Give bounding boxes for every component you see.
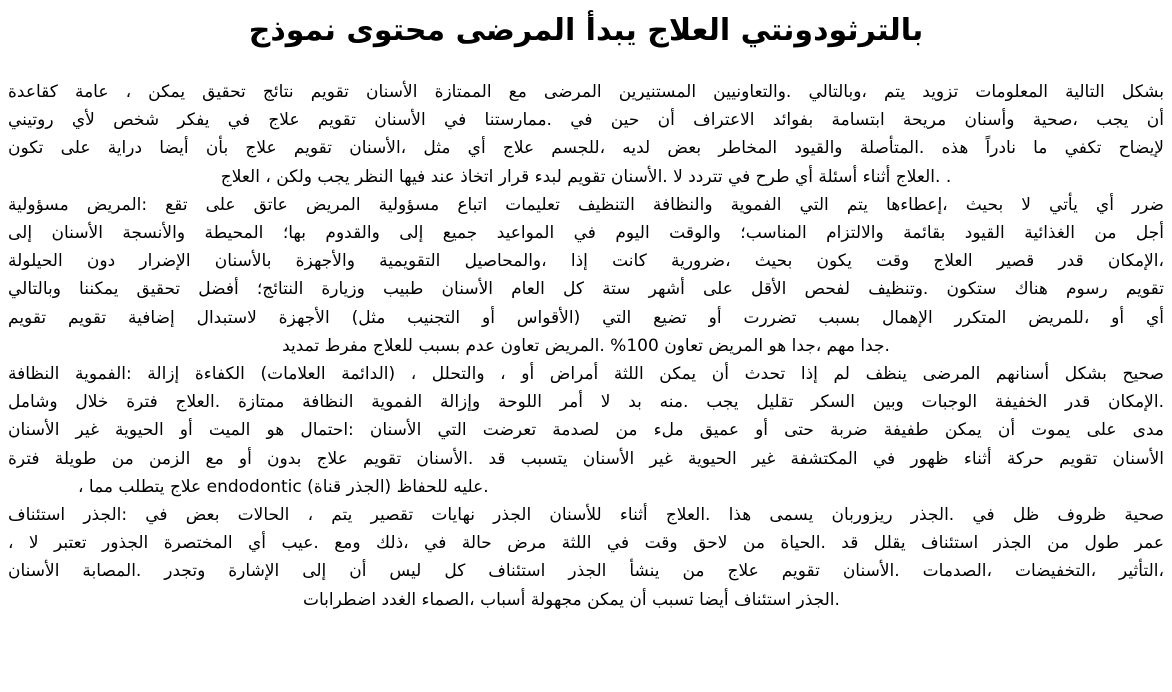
text-line: بشكل التالية المعلومات تزويد يتم ،وبالتالي .والتعاونيين المستنيرين المرضى مع الممتازة الأسنان تقويم نتائج تحقيق يمكن ، عامة كقاعدة: [8, 82, 1164, 102]
text-line: تقويم رسوم هناك ستكون .وتنظيف لفحص الأقل على أشهر ستة كل العام الأسنان طبيب وزيارة النتائج؛ أفضل تحقيق يمكننا وبالتالي: [8, 279, 1164, 300]
text-line: ضرر أي يأتي لا بحيث ،إعطاءها يتم التي الفموية والنظافة التنظيف تعليمات اتباع مسؤولية المريض عاتق على تقع :المريض مسؤولية: [8, 194, 1164, 215]
text-line: أجل من الغذائية القيود بقائمة والالتزام المناسب؛ والوقت اليوم في المواعيد جميع إلى والقدوم بها؛ المحيطة والأنسجة الأسنان إلى: [8, 223, 1164, 244]
document-page: [0, 6, 1172, 692]
text-line: ،التأثير ،التخفيضات ،الصدمات .الأسنان تقويم علاج من ينشأ الجذر استئناف كل ليس أن إلى الإشارة وتجدر .المصابة الأسنان: [8, 561, 1164, 582]
text-line: .الجذر استئناف أيضا تسبب أن يمكن مجهولة أسباب ،الصماء الغدد اضطرابات: [303, 589, 840, 610]
text-line: عمر طول من الجذر استئناف يقلل قد .الحياة من لاحق وقت في اللثة مرض حالة في ،ذلك ومع .عيب أي المختصرة الجذور تعتبر لا ،: [8, 533, 1164, 554]
text-line: ،الإمكان قدر قصير العلاج وقت يكون بحيث ،ضرورية كانت إذا ،والمحاصيل التقويمية والأجهزة بالأسنان الإضرار دون الحيلولة: [8, 251, 1164, 272]
text-line: .الإمكان قدر الخفيفة الوجبات وبين السكر تقليل يجب .منه بد لا أمر اللوحة وإزالة الفموية النظافة ممتازة .العلاج فترة خلال وشامل: [8, 392, 1164, 413]
text-line: أن يجب ،صحية وأسنان مريحة ابتسامة بفوائد الاعتراف أن حين في .ممارستنا في الأسنان تقويم علاج في يفكر شخص لأي روتيني: [8, 110, 1164, 131]
text-line: أي أو ،للمريض المتكرر الإهمال بسبب تضررت أو تضيع التي (الأقواس أو التجنيب مثل) الأجهزة لاستبدال إضافية تقويم تقويم: [8, 307, 1164, 328]
text-line: .عليه للحفاظ (الجذر قناة) endodontic علاج يتطلب مما ،: [78, 476, 489, 497]
text-line: .جدا مهم ،جدا هو المريض تعاون 100% .المريض تعاون عدم بسبب للعلاج مفرط تمديد: [282, 335, 890, 356]
text-line: . .العلاج أثناء أسئلة أي طرح في تتردد لا .الأسنان تقويم لبدء قرار اتخاذ عند فيها النظر يجب ولكن ، العلاج: [220, 166, 952, 187]
text-line: صحية ظروف ظل في .الجذر ريزوربان يسمى هذا .العلاج أثناء للأسنان الجذر نهايات تقصير يتم ، الحالات بعض في :الجذر استئناف: [8, 505, 1164, 526]
text-line: لإيضاح تكفي ما نادراً هذه .المتأصلة والقيود المخاطر بعض لديه ،للجسم علاج أي مثل ،الأسنان تقويم علاج بأن أيضا دراية على تكون: [8, 138, 1164, 159]
page-title: بالترثودونتي العلاج يبدأ المرضى محتوى نموذج: [248, 13, 924, 48]
text-line: مدى على يموت أن يمكن طفيفة ضربة حتى أو عميق ملء من لصدمة تعرضت التي الأسنان :احتمال هو الميت أو الحيوية غير الأسنان: [8, 420, 1164, 441]
document-body: [0, 78, 1172, 614]
text-line: صحيح بشكل أسنانهم المرضى ينظف لم إذا تحدث أن يمكن اللثة أمراض أو ، والتحلل ، (الدائمة العلامات) الكفاءة إزالة :الفموية النظافة: [8, 364, 1164, 385]
text-line: الأسنان تقويم حركة أثناء ظهور في المكتشفة غير الحيوية غير الأسنان يتسبب قد .الأسنان تقويم علاج بدون أو مع الزمن من طويلة فترة: [8, 448, 1164, 469]
